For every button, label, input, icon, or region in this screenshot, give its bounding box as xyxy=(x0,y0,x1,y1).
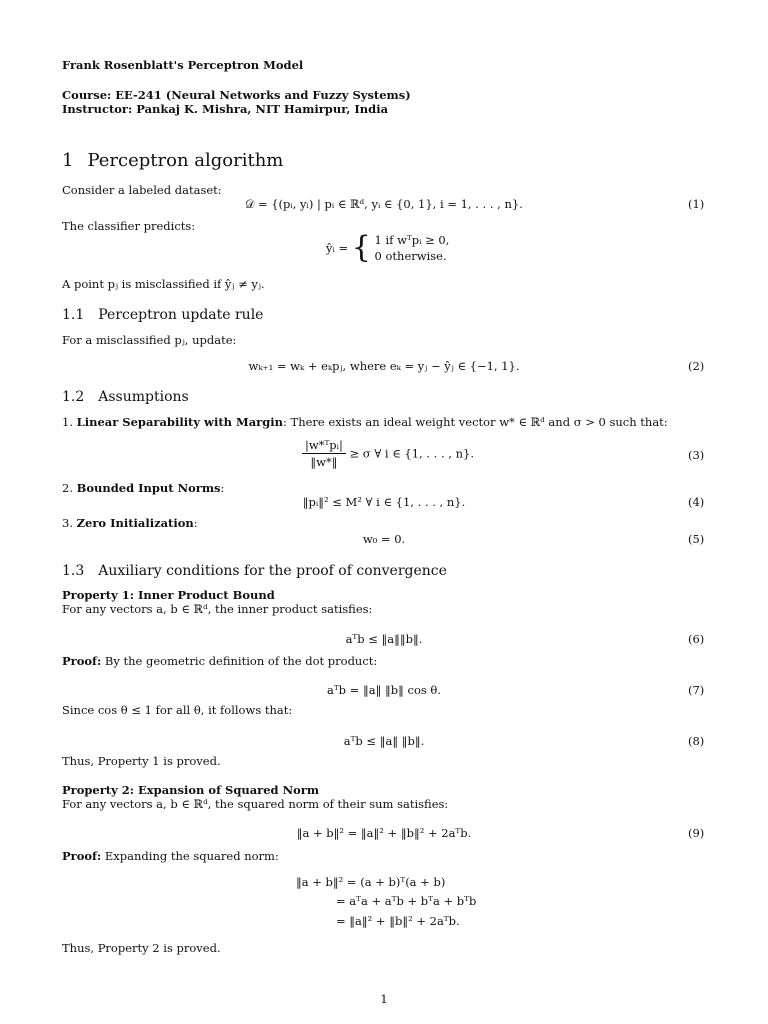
assumption-1-text: : There exists an ideal weight vector w* ∈ ℝᵈ and σ > 0 such that: xyxy=(283,415,668,429)
property-1-text: For any vectors a, b ∈ ℝᵈ, the inner product satisfies: xyxy=(62,602,373,616)
proof-1 xyxy=(62,654,377,668)
section-title: Perceptron update rule xyxy=(98,307,264,323)
equation-3 xyxy=(302,438,474,469)
equation-number-3: (3) xyxy=(688,448,705,462)
assumption-3-title: Zero Initialization xyxy=(76,516,194,530)
proof-2 xyxy=(62,849,279,863)
equation-4: ‖pᵢ‖² ≤ M² ∀ i ∈ {1, . . . , n}. xyxy=(302,495,466,509)
section-heading-1-2 xyxy=(62,389,189,405)
equation-3-denominator: ‖w*‖ xyxy=(310,455,338,469)
instructor-line: Instructor: Pankaj K. Mishra, NIT Hamirpur, India xyxy=(62,102,389,116)
equation-number-5: (5) xyxy=(688,532,705,546)
assumption-2-title: Bounded Input Norms xyxy=(76,481,221,495)
property-1-proved: Thus, Property 1 is proved. xyxy=(62,754,221,768)
assumption-1-title: Linear Separability with Margin xyxy=(76,415,284,429)
section-number: 1.1 xyxy=(62,307,85,323)
equation-number-2: (2) xyxy=(688,359,705,373)
section-title: Assumptions xyxy=(98,389,189,405)
document-title: Frank Rosenblatt's Perceptron Model xyxy=(62,58,304,72)
equation-3-rest: ≥ σ ∀ i ∈ {1, . . . , n}. xyxy=(349,446,474,461)
proof-2-text: Expanding the squared norm: xyxy=(101,849,279,863)
section-heading-1 xyxy=(62,150,283,171)
cases-block xyxy=(375,232,450,264)
yhat-lhs: ŷᵢ = xyxy=(326,241,349,255)
equation-cases xyxy=(326,232,449,264)
left-brace: { xyxy=(351,230,371,265)
section-heading-1-1 xyxy=(62,307,263,323)
equation-9: ‖a + b‖² = ‖a‖² + ‖b‖² + 2aᵀb. xyxy=(296,826,472,840)
assumption-1 xyxy=(62,415,668,429)
assumption-1-number: 1. xyxy=(62,415,73,429)
assumption-2-number: 2. xyxy=(62,481,73,495)
section-number: 1.2 xyxy=(62,389,85,405)
intro-text: Consider a labeled dataset: xyxy=(62,183,222,197)
property-1-title: Property 1: Inner Product Bound xyxy=(62,588,275,602)
section-title: Perceptron algorithm xyxy=(87,150,284,171)
property-2-text: For any vectors a, b ∈ ℝᵈ, the squared norm of their sum satisfies: xyxy=(62,797,449,811)
update-text: For a misclassified pⱼ, update: xyxy=(62,333,237,347)
proof-label: Proof: xyxy=(62,654,102,668)
section-number: 1.3 xyxy=(62,563,85,579)
equation-8: aᵀb ≤ ‖a‖ ‖b‖. xyxy=(343,734,425,748)
since-text: Since cos θ ≤ 1 for all θ, it follows that: xyxy=(62,703,293,717)
equation-5: w₀ = 0. xyxy=(362,532,406,546)
expansion-line-1: ‖a + b‖² = (a + b)ᵀ(a + b) xyxy=(296,875,446,889)
equation-number-7: (7) xyxy=(688,683,705,697)
equation-1: 𝒟 = {(pᵢ, yᵢ) | pᵢ ∈ ℝᵈ, yᵢ ∈ {0, 1}, i = 1, . . . , n}. xyxy=(245,197,523,211)
assumption-3-colon: : xyxy=(193,516,198,530)
property-2-proved: Thus, Property 2 is proved. xyxy=(62,941,221,955)
equation-number-8: (8) xyxy=(688,734,705,748)
case-1: 1 if wᵀpᵢ ≥ 0, xyxy=(374,233,450,247)
assumption-2-colon: : xyxy=(220,481,225,495)
predicts-text: The classifier predicts: xyxy=(62,219,196,233)
page-number: 1 xyxy=(380,992,388,1006)
equation-number-9: (9) xyxy=(688,826,705,840)
section-title: Auxiliary conditions for the proof of convergence xyxy=(98,563,447,579)
section-number: 1 xyxy=(62,150,74,171)
misclassified-text: A point pⱼ is misclassified if ŷⱼ ≠ yⱼ. xyxy=(62,277,265,291)
course-line: Course: EE-241 (Neural Networks and Fuzzy Systems) xyxy=(62,88,411,102)
section-heading-1-3 xyxy=(62,563,447,579)
expansion-line-2: = aᵀa + aᵀb + bᵀa + bᵀb xyxy=(336,894,477,908)
equation-7: aᵀb = ‖a‖ ‖b‖ cos θ. xyxy=(326,683,442,697)
proof-label: Proof: xyxy=(62,849,102,863)
property-2-title: Property 2: Expansion of Squared Norm xyxy=(62,783,320,797)
equation-3-numerator: |w*ᵀpᵢ| xyxy=(302,438,346,454)
expansion-line-3: = ‖a‖² + ‖b‖² + 2aᵀb. xyxy=(336,914,460,928)
equation-2: wₖ₊₁ = wₖ + eₖpⱼ, where eₖ = yⱼ − ŷⱼ ∈ {−1, 1}. xyxy=(248,359,520,373)
proof-1-text: By the geometric definition of the dot product: xyxy=(101,654,378,668)
equation-number-4: (4) xyxy=(688,495,705,509)
equation-number-6: (6) xyxy=(688,632,705,646)
case-2: 0 otherwise. xyxy=(374,249,447,263)
equation-number-1: (1) xyxy=(688,197,705,211)
assumption-3-number: 3. xyxy=(62,516,73,530)
equation-3-fraction xyxy=(302,438,346,469)
assumption-3 xyxy=(62,516,198,530)
assumption-2 xyxy=(62,481,224,495)
equation-6: aᵀb ≤ ‖a‖‖b‖. xyxy=(345,632,423,646)
